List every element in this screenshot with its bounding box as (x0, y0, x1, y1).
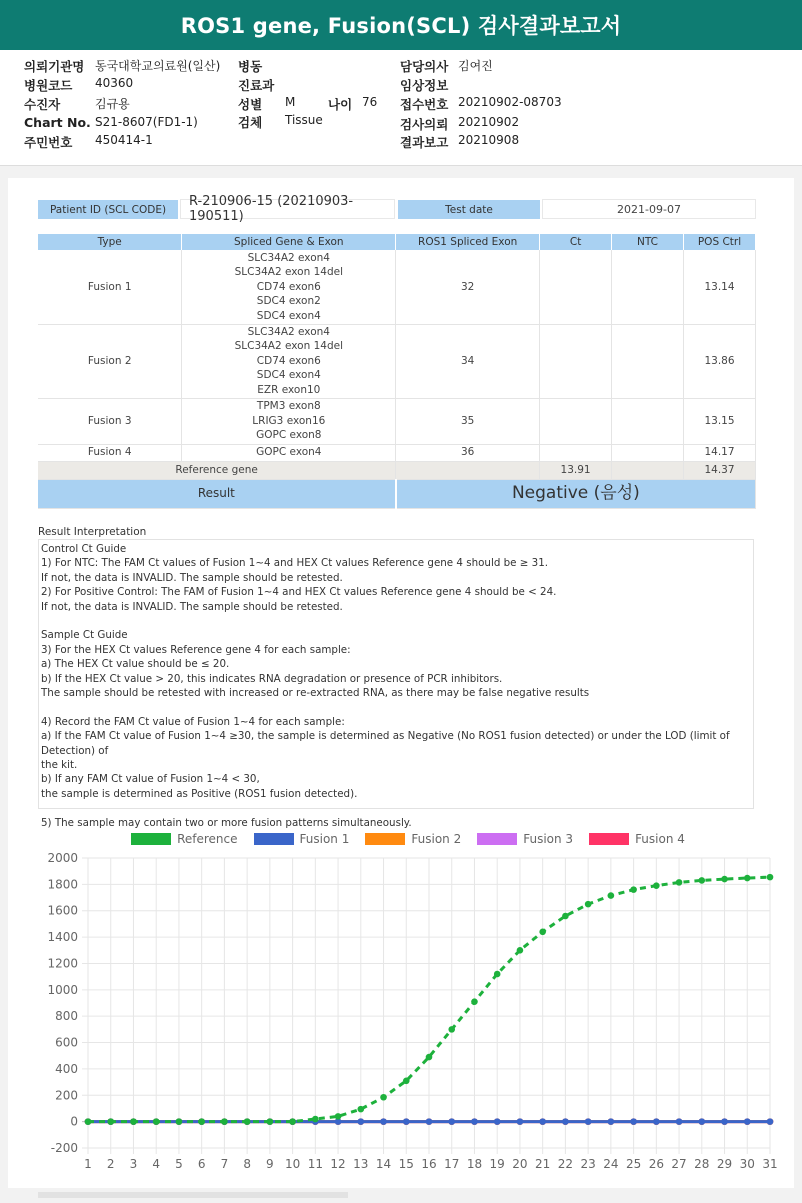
data-point (517, 947, 524, 954)
result-value: Negative (음성) (396, 479, 756, 508)
gene-item: SLC34A2 exon4 (247, 325, 330, 338)
x-tick-label: 30 (739, 1157, 755, 1171)
col-header-ros1-exon: ROS1 Spliced Exon (396, 234, 540, 250)
x-tick-label: 28 (694, 1157, 710, 1171)
data-point (494, 971, 501, 978)
legend-label: Reference (177, 832, 238, 846)
data-point (630, 1118, 637, 1125)
data-point (676, 879, 683, 886)
patient-id-label: Patient ID (SCL CODE) (38, 200, 178, 219)
interpretation-line (41, 614, 753, 628)
age-value: 76 (362, 95, 378, 109)
data-point (699, 877, 706, 884)
fusion-type: Fusion 3 (38, 398, 182, 444)
report-value: 20210908 (458, 133, 520, 147)
interpretation-line: 2) For Positive Control: The FAM of Fusion 1~4 and HEX Ct values Reference gene 4 should be < 24. (41, 586, 557, 599)
fusion-type: Fusion 2 (38, 324, 182, 398)
col-header-spliced-gene: Spliced Gene & Exon (182, 234, 396, 250)
specimen-value: Tissue (285, 113, 323, 127)
spliced-genes (182, 398, 396, 444)
table-row (38, 250, 756, 324)
ros1-exon: 34 (396, 324, 540, 398)
data-point (653, 1118, 660, 1125)
x-tick-label: 4 (152, 1157, 161, 1171)
data-point (539, 1118, 546, 1125)
y-tick-label: 2000 (47, 851, 78, 865)
interpretation-line: Control Ct Guide (41, 543, 127, 555)
interpretation-line: 5) The sample may contain two or more fusion patterns simultaneously. (41, 816, 412, 829)
data-point (471, 1118, 478, 1125)
data-point (676, 1118, 683, 1125)
x-tick-label: 26 (648, 1157, 664, 1171)
data-point (335, 1113, 342, 1120)
col-header-type: Type (38, 234, 182, 250)
data-point (744, 875, 751, 882)
x-tick-label: 11 (307, 1157, 323, 1171)
legend-label: Fusion 3 (523, 832, 574, 846)
y-tick-label: -200 (50, 1141, 78, 1155)
patient-id-value: R-210906-15 (20210903-190511) (180, 199, 395, 219)
id-value: 450414-1 (95, 133, 153, 147)
pos-ctrl-value: 13.15 (684, 398, 756, 444)
ct-value (540, 324, 612, 398)
gene-item: CD74 exon6 (256, 280, 321, 293)
data-point (403, 1077, 410, 1084)
gene-item: LRIG3 exon16 (252, 414, 326, 427)
interpretation-line: If not, the data is INVALID. The sample should be retested. (41, 600, 343, 613)
test-date-value: 2021-09-07 (542, 199, 756, 219)
data-point (699, 1118, 706, 1125)
data-point (289, 1118, 296, 1125)
x-tick-label: 22 (557, 1157, 574, 1171)
x-tick-label: 23 (580, 1157, 596, 1171)
data-point (517, 1118, 524, 1125)
x-tick-label: 25 (625, 1157, 642, 1171)
data-point (608, 892, 615, 899)
receipt-value: 20210902-08703 (458, 95, 562, 109)
report-paper (8, 178, 794, 1188)
col-header-ct: Ct (540, 234, 612, 250)
data-point (176, 1118, 183, 1125)
x-tick-label: 1 (84, 1157, 92, 1171)
interpretation-line: The sample should be retested with increased or re-extracted RNA, as there may be false negative results (41, 687, 590, 700)
name-label: 수진자 (24, 97, 61, 112)
ntc-value (612, 324, 684, 398)
table-row (38, 324, 756, 398)
spliced-genes (182, 324, 396, 398)
ros1-exon: 32 (396, 250, 540, 324)
gene-item: CD74 exon6 (256, 354, 321, 367)
data-point (767, 1118, 774, 1125)
legend-label: Fusion 4 (635, 832, 685, 846)
data-point (130, 1118, 137, 1125)
x-tick-label: 2 (106, 1157, 115, 1171)
ntc-value (612, 444, 684, 461)
x-tick-label: 16 (421, 1157, 437, 1171)
spliced-genes (182, 444, 396, 461)
table-row (38, 444, 756, 461)
data-point (448, 1118, 455, 1125)
institution-label: 의뢰기관명 (24, 59, 85, 74)
interpretation-line: Sample Ct Guide (41, 629, 128, 642)
ros1-exon: 36 (396, 444, 540, 461)
data-point (358, 1118, 365, 1125)
x-tick-label: 10 (284, 1157, 301, 1171)
data-point (244, 1118, 251, 1125)
data-point (562, 1118, 569, 1125)
interpretation-line: a) The HEX Ct value should be ≤ 20. (41, 658, 230, 671)
interpretation-line: 1) For NTC: The FAM Ct values of Fusion 1~4 and HEX Ct values Reference gene 4 should be ≥ 31. (41, 557, 549, 570)
gene-item: SLC34A2 exon4 (247, 251, 330, 264)
y-tick-label: 1000 (47, 982, 78, 997)
result-row (38, 479, 756, 508)
hospital-code-label: 병원코드 (24, 78, 73, 93)
chart-svg (38, 828, 778, 1178)
interpretation-line: 3) For the HEX Ct values Reference gene 4 for each sample: (41, 643, 351, 656)
data-point (358, 1106, 365, 1113)
amplification-chart (38, 828, 778, 1178)
interpretation-line (41, 801, 753, 815)
data-point (426, 1118, 433, 1125)
data-point (107, 1118, 114, 1125)
x-tick-label: 8 (243, 1157, 251, 1171)
name-value: 김규용 (95, 97, 130, 111)
test-date-label: Test date (398, 200, 540, 219)
ros1-exon: 35 (396, 398, 540, 444)
reference-ros1-exon (396, 461, 540, 479)
x-tick-label: 12 (330, 1157, 346, 1171)
data-point (426, 1054, 433, 1061)
interpretation-title: Result Interpretation (38, 526, 147, 538)
data-point (471, 998, 478, 1005)
id-label: 주민번호 (24, 135, 73, 150)
data-point (721, 1118, 728, 1125)
interpretation-line: the sample is determined as Positive (ROS1 fusion detected). (41, 787, 358, 800)
fusion-type: Fusion 4 (38, 444, 182, 461)
x-tick-label: 14 (375, 1157, 392, 1171)
reference-ct: 13.91 (540, 461, 612, 479)
x-tick-label: 24 (603, 1157, 619, 1171)
y-tick-label: 600 (55, 1035, 78, 1050)
data-point (630, 886, 637, 893)
chart-no-value: S21-8607(FD1-1) (95, 115, 198, 129)
x-tick-label: 9 (266, 1157, 274, 1171)
department-label: 진료과 (238, 78, 275, 93)
data-point (221, 1118, 228, 1125)
data-point (312, 1116, 319, 1123)
gene-item: EZR exon10 (257, 383, 321, 396)
gene-item: SLC34A2 exon 14del (234, 266, 343, 278)
x-tick-label: 27 (671, 1157, 687, 1171)
gene-item: SLC34A2 exon 14del (234, 340, 343, 353)
table-row (38, 398, 756, 444)
pos-ctrl-value: 13.14 (684, 250, 756, 324)
reference-pos-ctrl: 14.37 (684, 461, 756, 479)
age-label: 나이 (328, 97, 353, 112)
interpretation-line: 4) Record the FAM Ct value of Fusion 1~4 for each sample: (41, 715, 345, 728)
data-point (448, 1026, 455, 1033)
y-tick-label: 1400 (47, 930, 78, 945)
sex-label: 성별 (238, 97, 263, 112)
pos-ctrl-value: 14.17 (684, 444, 756, 461)
y-tick-label: 800 (55, 1009, 78, 1024)
request-value: 20210902 (458, 115, 520, 129)
fusion-type: Fusion 1 (38, 250, 182, 324)
reference-gene-label: Reference gene (38, 461, 396, 479)
data-point (721, 876, 728, 883)
table-header-row (38, 234, 756, 250)
ct-value (540, 444, 612, 461)
x-tick-label: 6 (197, 1157, 206, 1171)
x-tick-label: 13 (353, 1157, 369, 1171)
data-point (767, 874, 774, 881)
chart-no-label: Chart No. (24, 115, 91, 130)
ct-value (540, 398, 612, 444)
gene-item: GOPC exon4 (256, 446, 322, 459)
gene-item: GOPC exon8 (256, 429, 322, 442)
results-table (38, 234, 756, 509)
specimen-label: 검체 (238, 115, 263, 130)
data-point (380, 1094, 387, 1101)
x-tick-label: 31 (762, 1157, 778, 1171)
data-point (267, 1118, 274, 1125)
x-tick-label: 7 (220, 1157, 229, 1171)
pos-ctrl-value: 13.86 (684, 324, 756, 398)
data-point (653, 882, 660, 889)
result-label: Result (38, 479, 396, 508)
doctor-value: 김여진 (458, 59, 493, 73)
data-point (585, 1118, 592, 1125)
reference-ntc (612, 461, 684, 479)
x-tick-label: 3 (129, 1157, 138, 1171)
y-tick-label: 1200 (47, 956, 78, 971)
legend-label: Fusion 2 (411, 832, 462, 846)
data-point (608, 1118, 615, 1125)
data-point (539, 929, 546, 936)
request-label: 검사의뢰 (400, 117, 449, 132)
ct-value (540, 250, 612, 324)
y-tick-label: 0 (70, 1114, 78, 1129)
horizontal-scrollbar[interactable] (38, 1192, 348, 1198)
col-header-pos-ctrl: POS Ctrl (684, 234, 756, 250)
y-tick-label: 400 (55, 1061, 78, 1076)
x-tick-label: 17 (444, 1157, 460, 1171)
report-title: ROS1 gene, Fusion(SCL) 검사결과보고서 (0, 0, 802, 50)
gene-item: SDC4 exon4 (256, 369, 321, 382)
y-tick-label: 1800 (47, 877, 78, 892)
data-point (198, 1118, 205, 1125)
data-point (494, 1118, 501, 1125)
data-point (403, 1118, 410, 1125)
x-tick-label: 5 (175, 1157, 183, 1171)
interpretation-box (38, 539, 754, 829)
ntc-value (612, 398, 684, 444)
data-point (585, 901, 592, 908)
gene-item: TPM3 exon8 (256, 400, 321, 413)
reference-gene-row (38, 461, 756, 479)
interpretation-line: b) If the HEX Ct value > 20, this indicates RNA degradation or presence of PCR inhibitors. (41, 672, 503, 685)
gene-item: SDC4 exon4 (256, 309, 321, 322)
x-tick-label: 29 (716, 1157, 733, 1171)
col-header-ntc: NTC (612, 234, 684, 250)
x-tick-label: 15 (398, 1157, 414, 1171)
ward-label: 병동 (238, 59, 263, 74)
data-point (85, 1118, 92, 1125)
data-point (562, 913, 569, 920)
patient-info (0, 50, 802, 166)
gene-item: SDC4 exon2 (256, 295, 321, 307)
ntc-value (612, 250, 684, 324)
data-point (744, 1118, 751, 1125)
legend-label: Fusion 1 (299, 832, 350, 846)
report-label: 결과보고 (400, 135, 449, 150)
y-tick-label: 200 (55, 1088, 78, 1103)
doctor-label: 담당의사 (400, 59, 449, 74)
institution-value: 동국대학교의료원(일산) (95, 59, 221, 73)
x-tick-label: 20 (512, 1157, 528, 1171)
x-tick-label: 19 (489, 1157, 505, 1171)
interpretation-line: the kit. (41, 759, 78, 772)
sex-value: M (285, 95, 296, 109)
spliced-genes (182, 250, 396, 324)
hospital-code-value: 40360 (95, 76, 134, 90)
interpretation-line: b) If any FAM Ct value of Fusion 1~4 < 30, (41, 773, 260, 786)
x-tick-label: 21 (535, 1157, 551, 1171)
clinical-label: 임상정보 (400, 78, 449, 93)
data-point (153, 1118, 160, 1125)
interpretation-line (41, 700, 753, 714)
data-point (380, 1118, 387, 1125)
receipt-label: 접수번호 (400, 97, 449, 112)
x-tick-label: 18 (466, 1157, 483, 1171)
y-tick-label: 1600 (47, 903, 78, 918)
interpretation-line: If not, the data is INVALID. The sample should be retested. (41, 571, 343, 584)
interpretation-line: a) If the FAM Ct value of Fusion 1~4 ≥30, the sample is determined as Negative (No ROS1 fusion detected) or under the LOD (limit of Detection) of (41, 730, 730, 757)
